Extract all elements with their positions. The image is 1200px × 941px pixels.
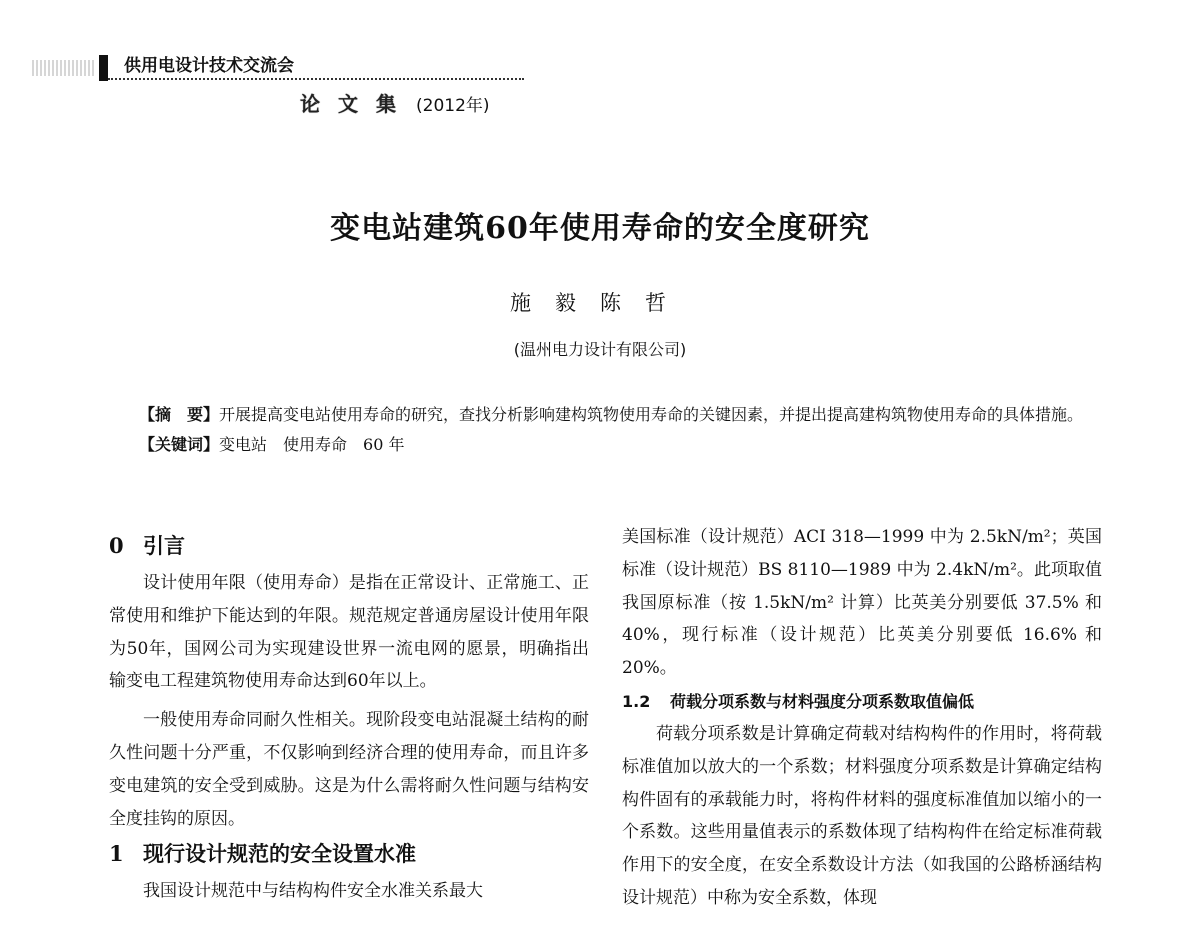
keywords-text: 变电站 使用寿命 60 年 [219, 435, 405, 454]
keywords-line [109, 430, 1095, 460]
subsection-number: 1.2 [622, 691, 651, 711]
abstract-label: 【摘 要】 [139, 405, 220, 424]
section-heading-1 [109, 837, 589, 871]
paper-title: 变电站建筑60年使用寿命的安全度研究 [330, 211, 870, 246]
body-paragraph: 我国设计规范中与结构构件安全水准关系最大 [143, 881, 483, 902]
body-paragraph: 一般使用寿命同耐久性相关。现阶段变电站混凝土结构的耐久性问题十分严重，不仅影响到经济合理的使用寿命，而且许多变电建筑的安全受到威胁。这是为什么需将耐久性问题与结构安全度挂钩的原因。 [109, 710, 589, 829]
header-bar [99, 55, 108, 81]
section-heading-0 [109, 529, 589, 563]
paper-affiliation: (温州电力设计有限公司) [513, 340, 687, 359]
abstract-block [109, 400, 1095, 460]
body-column-right [622, 521, 1102, 915]
section-title: 引言 [143, 533, 185, 558]
section-number: 0 [109, 533, 124, 558]
subsection-title: 荷载分项系数与材料强度分项系数取值偏低 [670, 691, 975, 711]
abstract-paragraph [109, 400, 1095, 430]
proceedings-line [300, 88, 490, 117]
header-decoration [32, 60, 96, 76]
abstract-text: 开展提高变电站使用寿命的研究，查找分析影响建构筑物使用寿命的关键因素，并提出提高建构筑物使用寿命的具体措施。 [219, 405, 1084, 424]
body-paragraph: 美国标准（设计规范）ACI 318—1999 中为 2.5kN/m²；英国标准（设计规范）BS 8110—1989 中为 2.4kN/m²。此项取值我国原标准（按 1.5kN/m² 计算）比英美分别要低 37.5% 和 40%，现行标准（设计规范）比英美分别要低 16.6% 和 20%。 [622, 527, 1102, 679]
proceedings-title: 论文集 [300, 92, 414, 116]
subsection-heading [622, 685, 1102, 718]
keywords-label: 【关键词】 [139, 435, 220, 454]
section-title: 现行设计规范的安全设置水准 [143, 841, 416, 867]
paper-authors: 施毅陈哲 [510, 291, 690, 315]
proceedings-year: (2012年) [416, 96, 490, 116]
conference-name: 供用电设计技术交流会 [124, 56, 294, 76]
header-rule [108, 78, 524, 80]
body-column-left [109, 527, 589, 908]
section-number: 1 [109, 841, 124, 867]
body-paragraph: 荷载分项系数是计算确定荷载对结构构件的作用时，将荷载标准值加以放大的一个系数；材料强度分项系数是计算确定结构构件固有的承载能力时，将构件材料的强度标准值加以缩小的一个系数。这些用量值表示的系数体现了结构构件在给定标准荷载作用下的安全度，在安全系数设计方法（如我国的公路桥涵结构设计规范）中称为安全系数，体现 [622, 723, 1102, 908]
body-paragraph: 设计使用年限（使用寿命）是指在正常设计、正常施工、正常使用和维护下能达到的年限。规范规定普通房屋设计使用年限为50年，国网公司为实现建设世界一流电网的愿景，明确指出输变电工程建筑物使用寿命达到60年以上。 [109, 573, 589, 692]
